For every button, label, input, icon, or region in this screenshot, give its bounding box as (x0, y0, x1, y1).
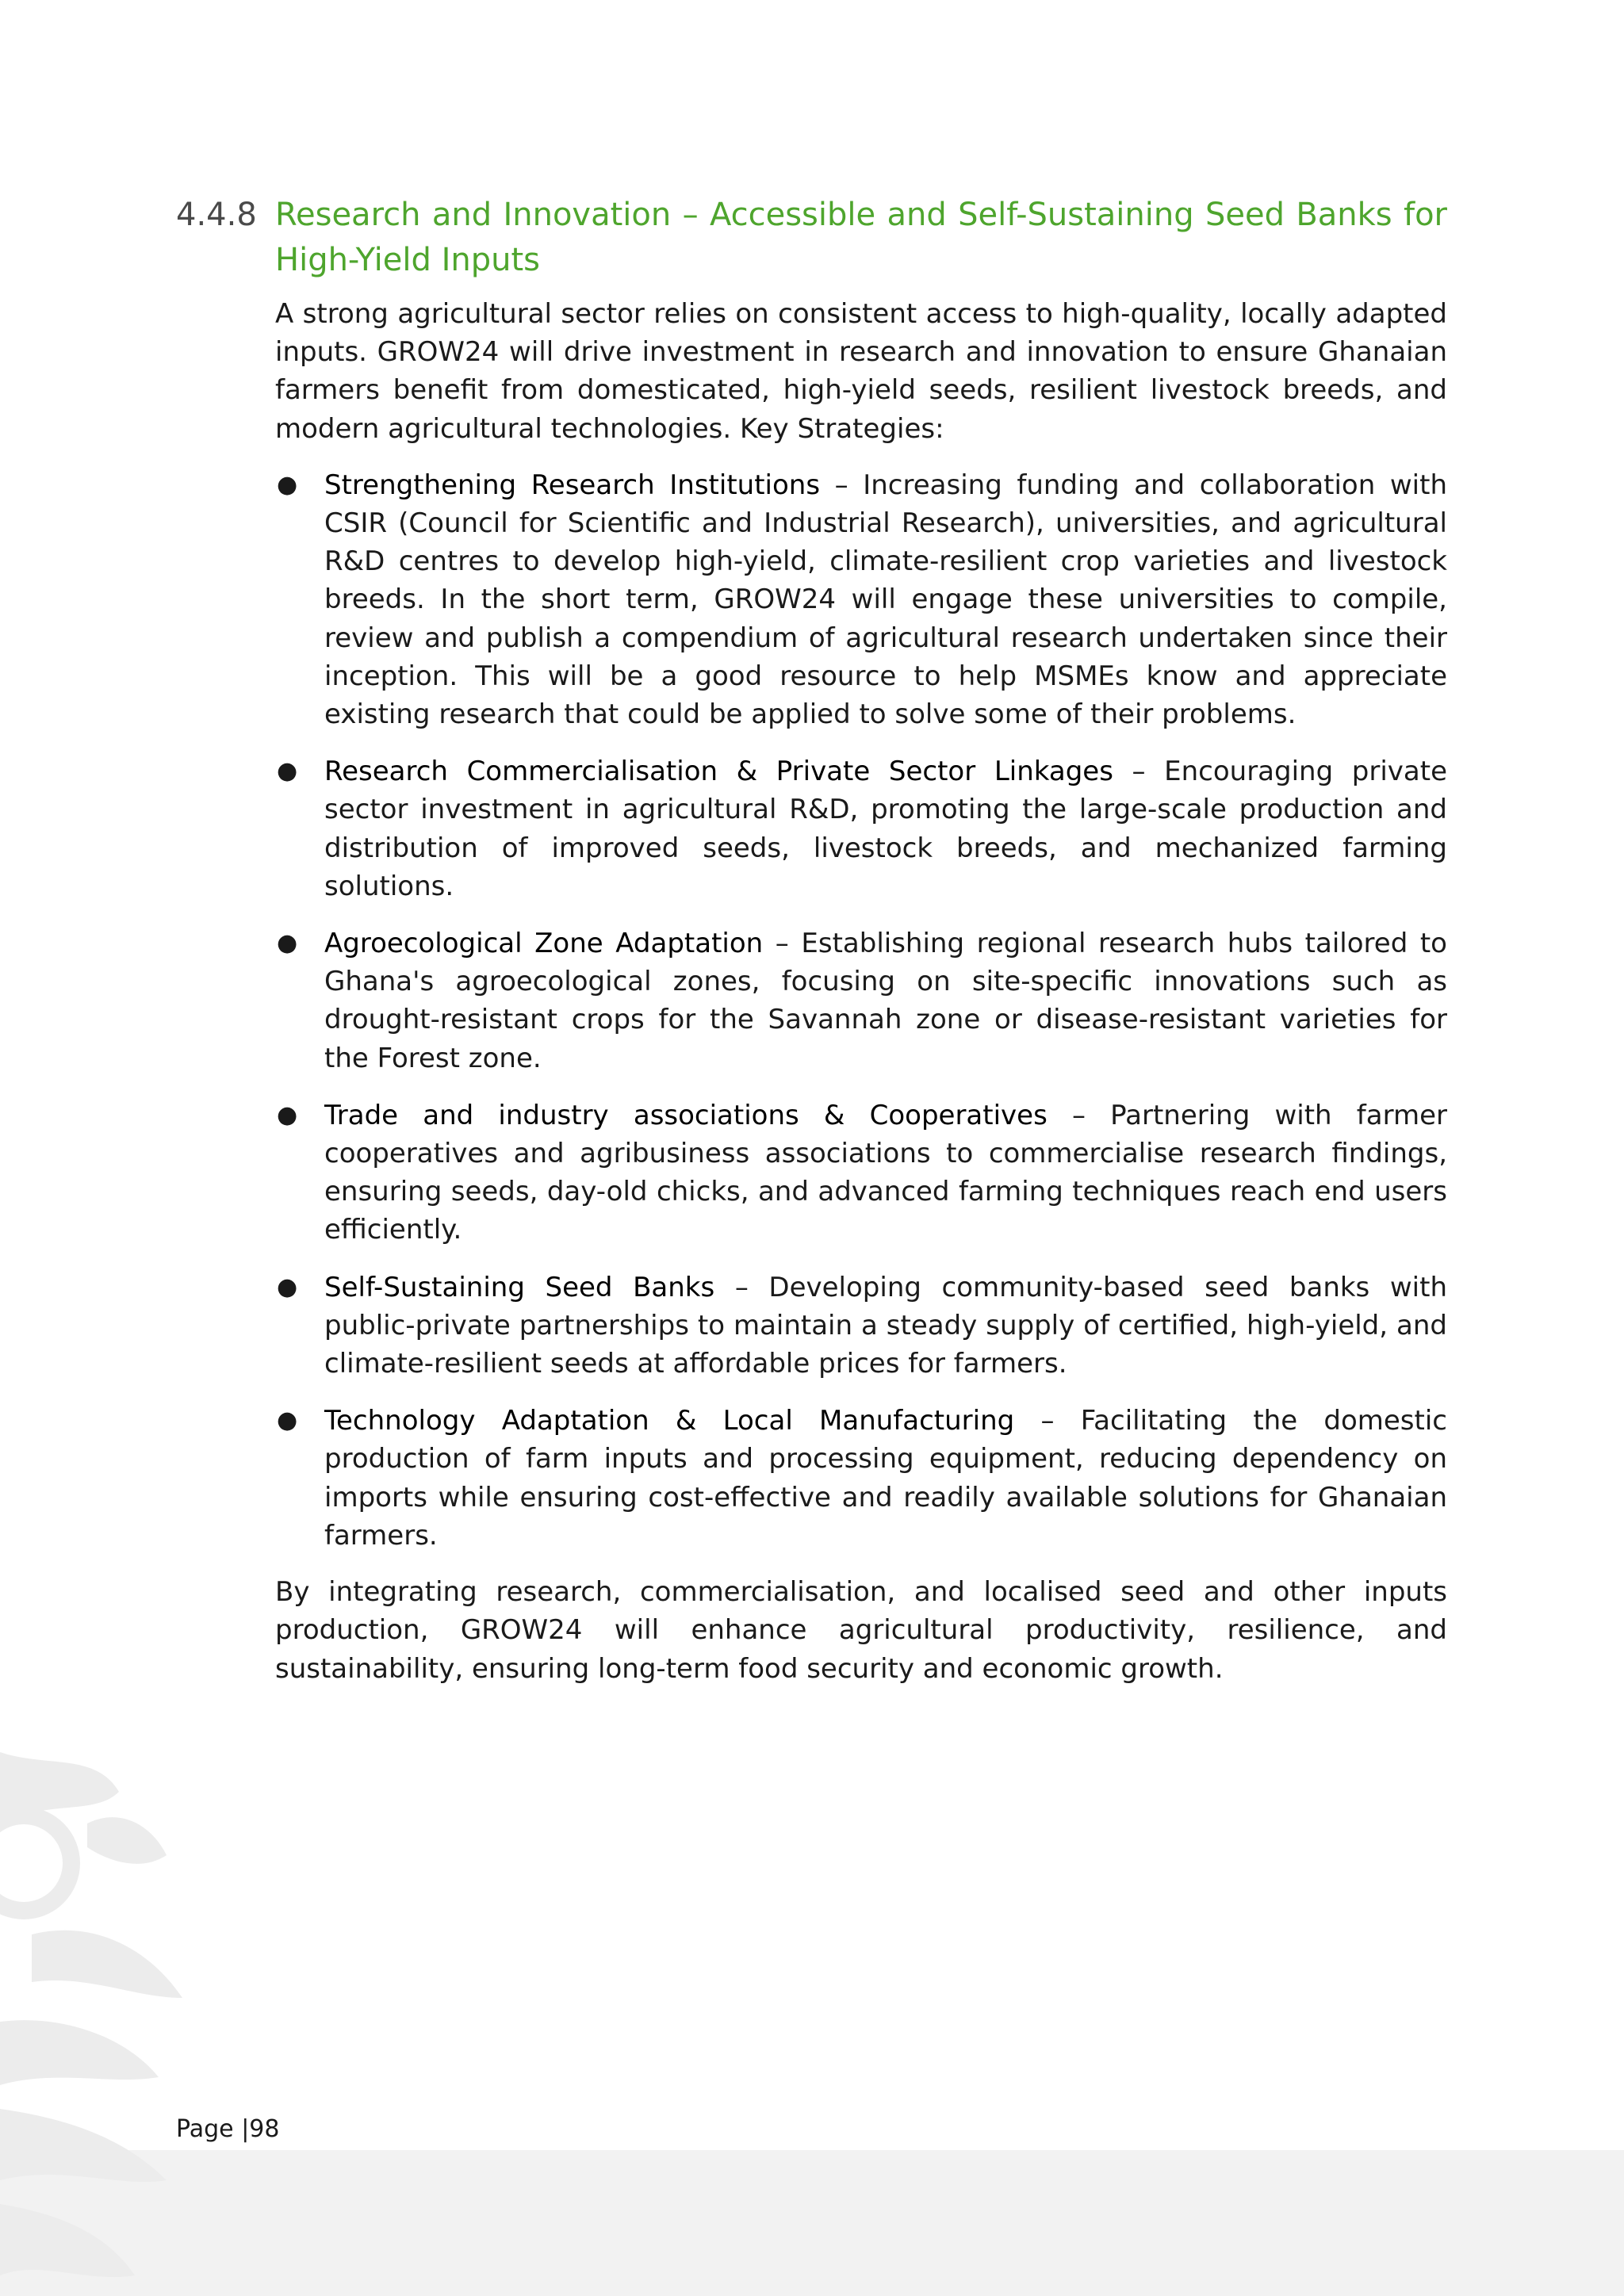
strategy-text: – Increasing funding and collaboration with CSIR (Council for Scientific and Industrial Research), universities, and agricultural R&D centres to develop high-yield, climate-resilient crop varieties and livestock breeds. In the short term, GROW24 will engage these universities to compile, review and publish a compendium of agricultural research undertaken since their inception. This will be a good resource to help MSMEs know and appreciate existing research that could be applied to solve some of their problems. (324, 469, 1447, 731)
strategy-title: Technology Adaptation & Local Manufacturing (324, 1405, 1015, 1437)
intro-paragraph: A strong agricultural sector relies on consistent access to high-quality, locally adapted inputs. GROW24 will drive investment in research and innovation to ensure Ghanaian farmers benefit from domesticated, high-yield seeds, resilient livestock breeds, and modern agricultural technologies. Key Strategies: (275, 298, 1447, 445)
strategy-text: – Developing community-based seed banks with public-private partnerships to maintain a steady supply of certified, high-yield, and climate-resilient seeds at affordable prices for farmers. (324, 1271, 1447, 1380)
section-heading (176, 193, 1447, 283)
section-body (275, 295, 1447, 1688)
page-label: Page (176, 2115, 234, 2143)
strategy-text: – Establishing regional research hubs tailored to Ghana's agroecological zones, focusing on site-specific innovations such as drought-resistant crops for the Savannah zone or disease-resistant varieties for the Forest zone. (324, 928, 1447, 1074)
strategy-title: Research Commercialisation & Private Sector Linkages (324, 756, 1113, 788)
strategy-item-research-institutions (275, 466, 1447, 733)
conclusion-paragraph: By integrating research, commercialisation, and localised seed and other inputs production, GROW24 will enhance agricultural productivity, resilience, and sustainability, ensuring long-term food security and economic growth. (275, 1576, 1447, 1685)
bullet-icon: ● (277, 929, 298, 958)
strategy-item-agroecological-zones (275, 924, 1447, 1077)
section-number: 4.4.8 (176, 197, 257, 233)
page-separator: | (241, 2115, 250, 2143)
strategy-title: Trade and industry associations & Cooperatives (324, 1099, 1048, 1131)
strategy-title: Strengthening Research Institutions (324, 469, 821, 501)
decorative-watermark (0, 1736, 238, 2296)
strategy-title: Agroecological Zone Adaptation (324, 928, 764, 960)
strategy-item-cooperatives (275, 1096, 1447, 1249)
strategy-list (275, 466, 1447, 1555)
footer-band (0, 2150, 1624, 2296)
strategy-text: – Encouraging private sector investment in agricultural R&D, promoting the large-scale production and distribution of improved seeds, livestock breeds, and mechanized farming solutions. (324, 756, 1447, 902)
strategy-item-local-manufacturing (275, 1402, 1447, 1555)
strategy-item-commercialisation (275, 752, 1447, 905)
strategy-title: Self-Sustaining Seed Banks (324, 1271, 715, 1303)
section-title: Research and Innovation – Accessible and Self-Sustaining Seed Banks for High-Yield Inputs (275, 197, 1447, 278)
bullet-icon: ● (277, 1100, 298, 1129)
bullet-icon: ● (277, 1406, 298, 1435)
page-footer (176, 2114, 279, 2145)
strategy-text: – Partnering with farmer cooperatives and agribusiness associations to commercialise research findings, ensuring seeds, day-old chicks, and advanced farming techniques reach end users efficiently. (324, 1099, 1447, 1246)
page-number: 98 (249, 2115, 280, 2143)
strategy-item-seed-banks (275, 1269, 1447, 1383)
strategy-text: – Facilitating the domestic production of farm inputs and processing equipment, reducing dependency on imports while ensuring cost-effective and readily available solutions for Ghanaian farmers. (324, 1405, 1447, 1552)
bullet-icon: ● (277, 757, 298, 786)
bullet-icon: ● (277, 1272, 298, 1301)
bullet-icon: ● (277, 470, 298, 499)
